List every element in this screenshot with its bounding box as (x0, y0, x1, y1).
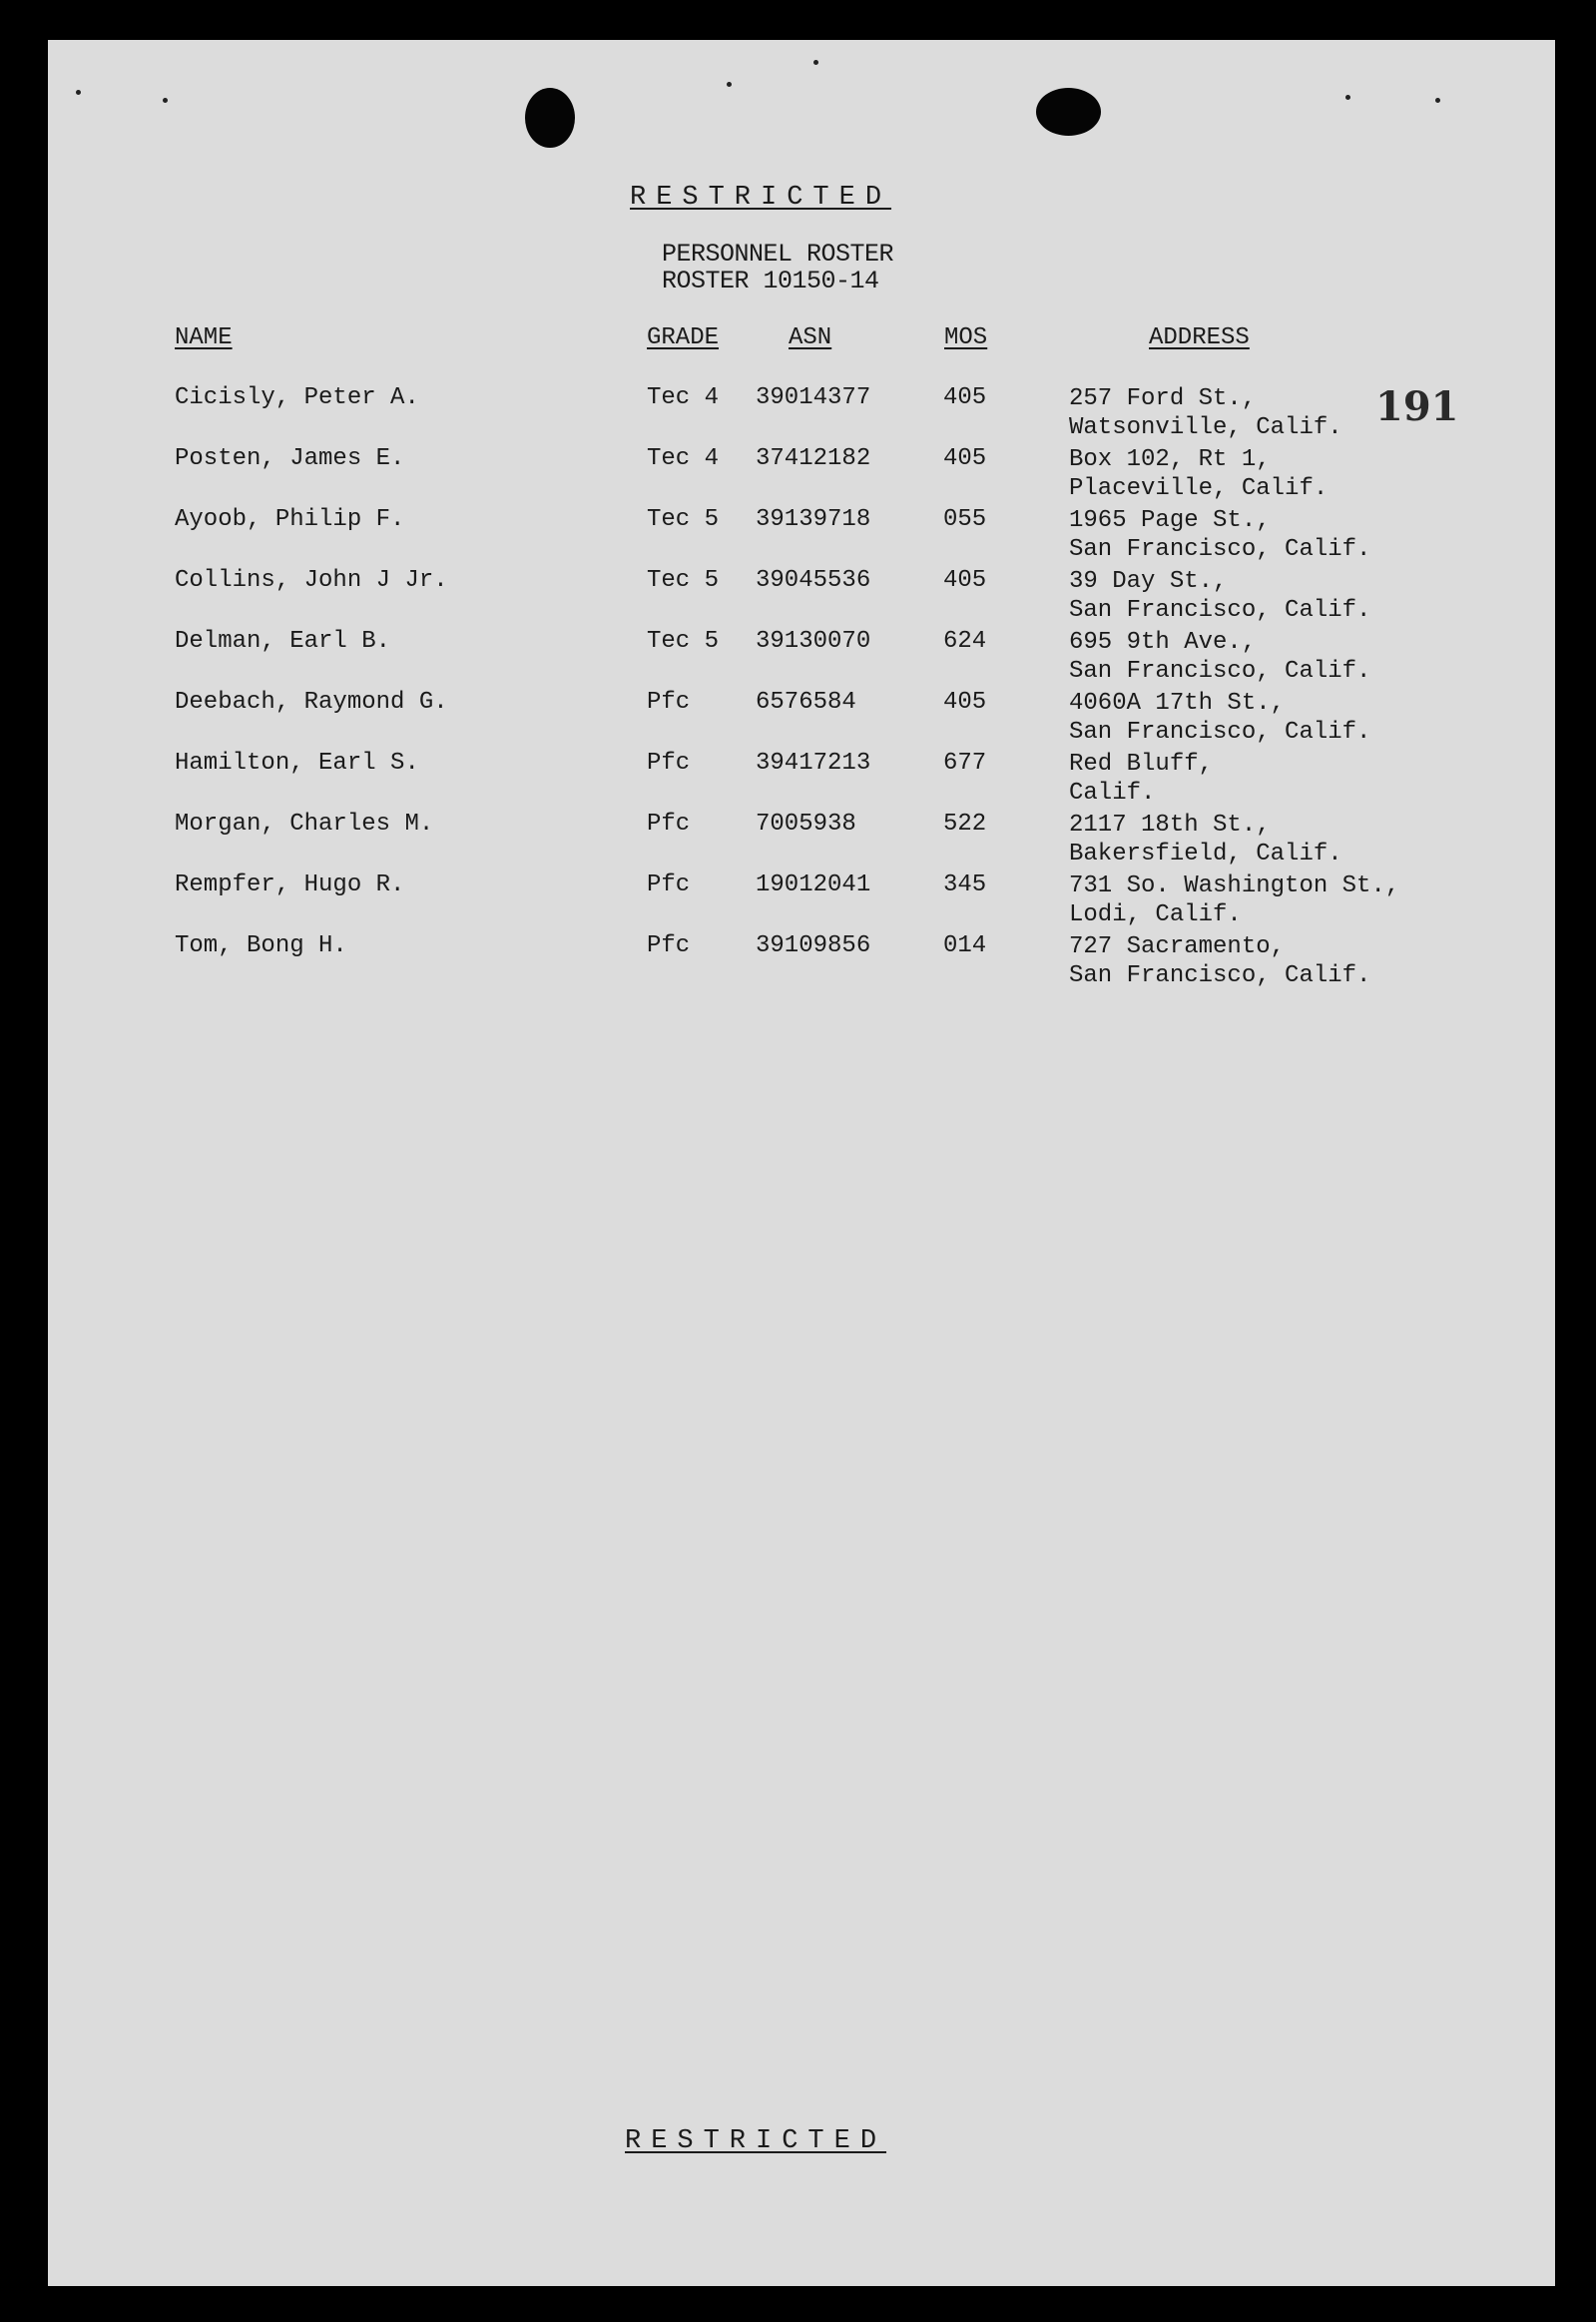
cell-name: Cicisly, Peter A. (175, 384, 419, 411)
cell-name: Tom, Bong H. (175, 932, 347, 959)
table-row (48, 384, 1555, 445)
cell-grade: Tec 4 (647, 384, 720, 411)
cell-mos: 405 (943, 384, 987, 411)
cell-grade: Pfc (647, 811, 691, 838)
table-row (48, 689, 1555, 750)
table-row (48, 628, 1555, 689)
address-line-1: 2117 18th St., (1069, 812, 1271, 839)
cell-asn: 39014377 (756, 384, 871, 411)
cell-asn: 6576584 (756, 689, 856, 716)
cell-mos: 055 (943, 506, 987, 533)
cell-name: Deebach, Raymond G. (175, 689, 448, 716)
address-line-1: 4060A 17th St., (1069, 690, 1286, 717)
roster-number: ROSTER 10150-14 (662, 267, 879, 295)
cell-name: Posten, James E. (175, 445, 405, 472)
cell-address (1069, 689, 1370, 747)
address-line-2: Placeville, Calif. (1069, 475, 1329, 502)
speck (76, 90, 81, 95)
restricted-footer: RESTRICTED (625, 2126, 887, 2156)
table-row (48, 811, 1555, 871)
address-line-2: San Francisco, Calif. (1069, 719, 1371, 746)
cell-asn: 39109856 (756, 932, 871, 959)
cell-grade: Pfc (647, 750, 691, 777)
roster-page (48, 40, 1555, 2286)
cell-name: Collins, John J Jr. (175, 567, 448, 594)
cell-mos: 014 (943, 932, 987, 959)
cell-grade: Tec 5 (647, 567, 720, 594)
column-header-mos: MOS (944, 324, 988, 351)
cell-mos: 405 (943, 689, 987, 716)
address-line-2: San Francisco, Calif. (1069, 962, 1371, 989)
address-line-2: San Francisco, Calif. (1069, 597, 1371, 624)
cell-mos: 522 (943, 811, 987, 838)
cell-name: Delman, Earl B. (175, 628, 391, 655)
cell-asn: 39417213 (756, 750, 871, 777)
cell-name: Morgan, Charles M. (175, 811, 434, 838)
cell-name: Rempfer, Hugo R. (175, 871, 405, 898)
speck (1345, 95, 1350, 100)
cell-mos: 405 (943, 445, 987, 472)
address-line-1: 257 Ford St., (1069, 385, 1257, 412)
table-row (48, 932, 1555, 993)
cell-name: Ayoob, Philip F. (175, 506, 405, 533)
speck (813, 60, 818, 65)
address-line-1: 731 So. Washington St., (1069, 872, 1400, 899)
table-row (48, 871, 1555, 932)
column-header-address: ADDRESS (1149, 324, 1250, 351)
cell-address (1069, 567, 1370, 625)
cell-asn: 37412182 (756, 445, 871, 472)
cell-asn: 39139718 (756, 506, 871, 533)
cell-address (1069, 871, 1399, 929)
table-row (48, 567, 1555, 628)
column-header-asn: ASN (789, 324, 832, 351)
column-header-grade: GRADE (647, 324, 720, 351)
address-line-1: 727 Sacramento, (1069, 933, 1286, 960)
cell-mos: 405 (943, 567, 987, 594)
cell-asn: 7005938 (756, 811, 856, 838)
page-number: 191 (1375, 383, 1459, 430)
cell-mos: 345 (943, 871, 987, 898)
cell-grade: Pfc (647, 689, 691, 716)
cell-address (1069, 445, 1328, 503)
address-line-2: Bakersfield, Calif. (1069, 841, 1342, 868)
speck (1435, 98, 1440, 103)
address-line-2: San Francisco, Calif. (1069, 658, 1371, 685)
document-title: PERSONNEL ROSTER (662, 240, 894, 269)
cell-mos: 624 (943, 628, 987, 655)
address-line-1: Box 102, Rt 1, (1069, 446, 1271, 473)
address-line-1: 1965 Page St., (1069, 507, 1271, 534)
column-header-name: NAME (175, 324, 233, 351)
cell-address (1069, 628, 1370, 686)
cell-mos: 677 (943, 750, 987, 777)
address-line-2: San Francisco, Calif. (1069, 536, 1371, 563)
cell-grade: Tec 4 (647, 445, 720, 472)
cell-asn: 39045536 (756, 567, 871, 594)
address-line-2: Watsonville, Calif. (1069, 414, 1342, 441)
cell-name: Hamilton, Earl S. (175, 750, 419, 777)
cell-address (1069, 811, 1342, 869)
cell-address (1069, 932, 1370, 990)
table-row (48, 445, 1555, 506)
cell-grade: Pfc (647, 932, 691, 959)
table-row (48, 750, 1555, 811)
cell-address (1069, 384, 1342, 442)
restricted-header: RESTRICTED (630, 183, 892, 213)
cell-grade: Tec 5 (647, 506, 720, 533)
punch-hole-right (1036, 88, 1101, 136)
cell-grade: Pfc (647, 871, 691, 898)
roster-table (48, 384, 1555, 993)
cell-grade: Tec 5 (647, 628, 720, 655)
address-line-1: 695 9th Ave., (1069, 629, 1257, 656)
speck (163, 98, 168, 103)
address-line-2: Calif. (1069, 780, 1156, 807)
speck (727, 82, 732, 87)
cell-address (1069, 506, 1370, 564)
cell-asn: 19012041 (756, 871, 871, 898)
address-line-2: Lodi, Calif. (1069, 901, 1242, 928)
address-line-1: Red Bluff, (1069, 751, 1214, 778)
address-line-1: 39 Day St., (1069, 568, 1228, 595)
cell-asn: 39130070 (756, 628, 871, 655)
cell-address (1069, 750, 1213, 808)
punch-hole-left (525, 88, 575, 148)
table-row (48, 506, 1555, 567)
